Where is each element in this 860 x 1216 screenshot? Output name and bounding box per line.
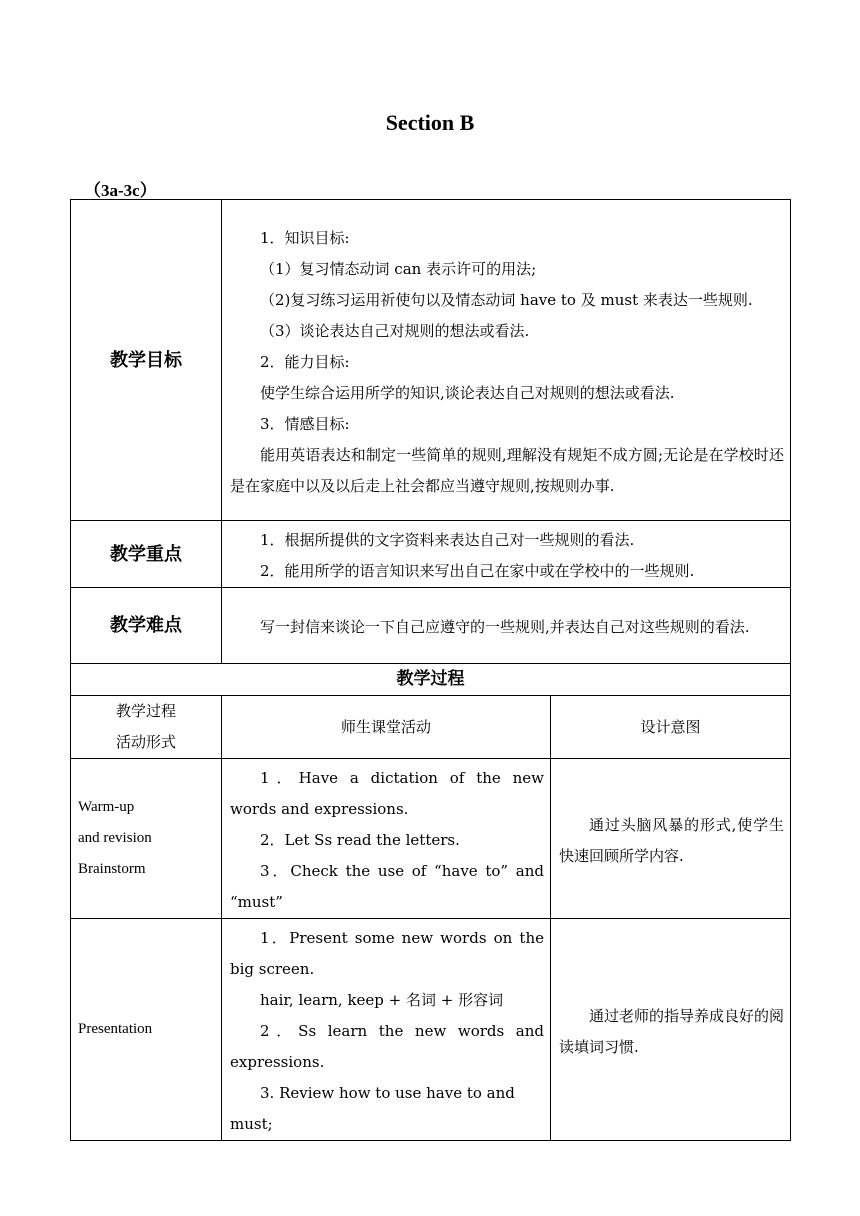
activity-line: 1．Present some new words on the big screen. — [230, 929, 544, 978]
activities-cell — [222, 759, 551, 919]
activity-line: 1．Have a dictation of the new words and expressions. — [230, 769, 544, 818]
activity-line: 2．Let Ss read the letters. — [260, 831, 460, 849]
activity-line: hair, learn, keep + 名词 + 形容词 — [260, 991, 504, 1009]
objectives-content — [222, 200, 791, 521]
objective-line: 2．能力目标: — [260, 352, 350, 371]
objective-line: 3．情感目标: — [260, 414, 350, 433]
activity-line: 3．Check the use of “have to” and “must” — [230, 862, 544, 911]
purpose-cell — [551, 919, 791, 1141]
activity-line: 2．Ss learn the new words and expressions. — [230, 1022, 544, 1071]
key-points-row — [71, 521, 791, 588]
process-row-presentation — [71, 919, 791, 1141]
purpose-column-header: 设计意图 — [551, 696, 791, 759]
activity-line: 3. Review how to use have to and must; — [230, 1084, 515, 1133]
process-column-header-row — [71, 696, 791, 759]
objective-line: （1）复习情态动词 can 表示许可的用法; — [260, 259, 537, 278]
objectives-heading: 教学目标 — [71, 200, 222, 521]
stage-column-header — [71, 696, 222, 759]
stage-line: and revision — [78, 830, 152, 846]
lesson-plan-table — [70, 199, 791, 1141]
activities-cell — [222, 919, 551, 1141]
objective-line: （3）谈论表达自己对规则的想法或看法. — [260, 321, 530, 340]
objective-line: 使学生综合运用所学的知识,谈论表达自己对规则的想法或看法. — [260, 383, 675, 402]
process-row-warmup — [71, 759, 791, 919]
stage-header-line-1: 教学过程 — [115, 702, 176, 720]
objective-line: 能用英语表达和制定一些简单的规则,理解没有规矩不成方圆;无论是在学校时还是在家庭中以及以后走上社会都应当遵守规则,按规则办事. — [230, 445, 784, 495]
key-point-line: 1．根据所提供的文字资料来表达自己对一些规则的看法. — [260, 531, 635, 549]
difficulties-heading: 教学难点 — [71, 588, 222, 664]
stage-line: Brainstorm — [78, 861, 146, 877]
purpose-line: 通过头脑风暴的形式,使学生快速回顾所学内容. — [559, 815, 784, 865]
process-heading: 教学过程 — [71, 664, 791, 696]
objectives-row — [71, 200, 791, 521]
activities-column-header: 师生课堂活动 — [222, 696, 551, 759]
purpose-cell — [551, 759, 791, 919]
process-heading-row — [71, 664, 791, 696]
key-points-content — [222, 521, 791, 588]
objective-line: 1．知识目标: — [260, 228, 350, 247]
difficulties-row — [71, 588, 791, 664]
stage-cell — [71, 919, 222, 1141]
objective-line: （2)复习练习运用祈使句以及情态动词 have to 及 must 来表达一些规则. — [260, 290, 753, 309]
stage-line: Warm-up — [78, 799, 135, 815]
key-points-heading: 教学重点 — [71, 521, 222, 588]
stage-header-line-2: 活动形式 — [115, 733, 176, 751]
section-subtitle: （3a-3c） — [84, 181, 157, 200]
difficulty-line: 写一封信来谈论一下自己应遵守的一些规则,并表达自己对这些规则的看法. — [260, 618, 750, 636]
purpose-line: 通过老师的指导养成良好的阅读填词习惯. — [559, 1006, 785, 1056]
stage-line: Presentation — [78, 1021, 153, 1037]
difficulties-content — [222, 588, 791, 664]
stage-cell — [71, 759, 222, 919]
page-title: Section B — [385, 110, 475, 135]
key-point-line: 2．能用所学的语言知识来写出自己在家中或在学校中的一些规则. — [260, 562, 695, 580]
